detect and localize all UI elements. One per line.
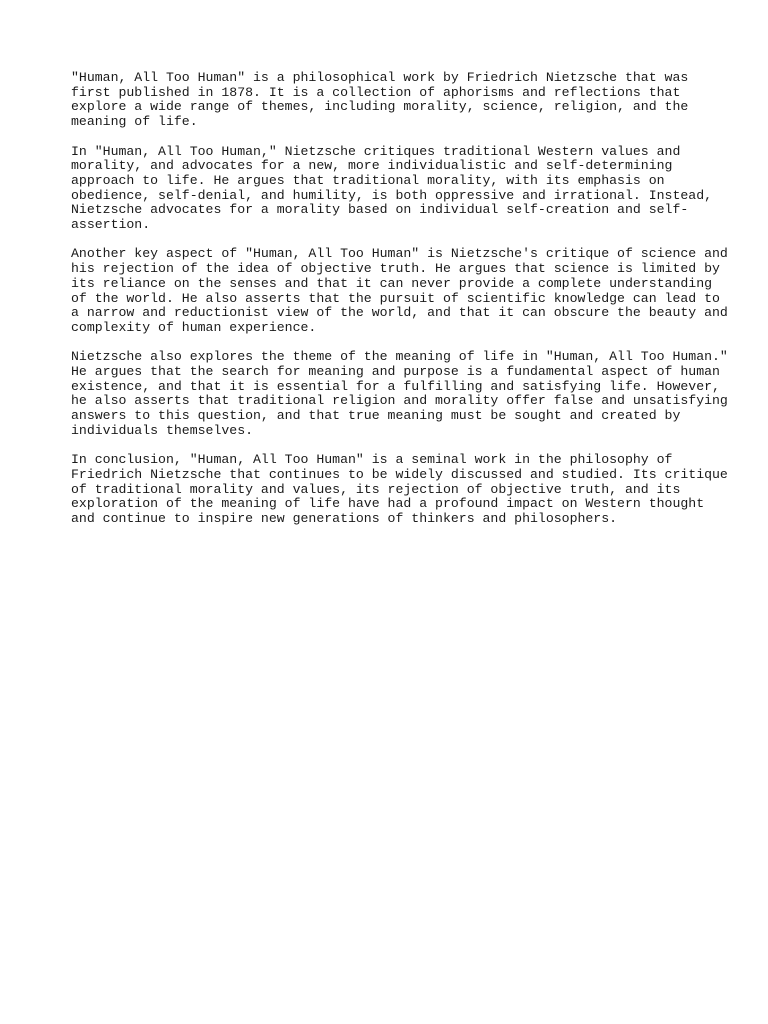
paragraph-line: a narrow and reductionist view of the world, and that it can obscure the beauty and <box>71 305 728 321</box>
paragraph-line: individuals themselves. <box>71 422 254 438</box>
paragraph-line: In conclusion, "Human, All Too Human" is a seminal work in the philosophy of <box>71 452 673 468</box>
paragraph-1 <box>71 71 711 130</box>
paragraph-3 <box>71 246 728 335</box>
paragraph-line: Another key aspect of "Human, All Too Human" is Nietzsche's critique of science and <box>71 246 728 262</box>
paragraph-line: He argues that the search for meaning and purpose is a fundamental aspect of human <box>71 364 720 380</box>
paragraph-line: answers to this question, and that true meaning must be sought and created by <box>71 408 681 424</box>
paragraph-line: he also asserts that traditional religion and morality offer false and unsatisfying <box>71 393 728 409</box>
paragraph-4 <box>71 349 728 438</box>
paragraph-line: Friedrich Nietzsche that continues to be widely discussed and studied. Its critique <box>71 466 728 482</box>
paragraph-line: In "Human, All Too Human," Nietzsche critiques traditional Western values and <box>71 143 681 159</box>
paragraph-line: first published in 1878. It is a collection of aphorisms and reflections that <box>71 84 681 100</box>
paragraph-line: assertion. <box>71 217 151 233</box>
paragraph-line: approach to life. He argues that traditional morality, with its emphasis on <box>71 172 665 188</box>
paragraph-line: meaning of life. <box>71 114 198 130</box>
paragraph-5 <box>71 452 728 527</box>
paragraph-line: "Human, All Too Human" is a philosophical work by Friedrich Nietzsche that was <box>71 70 689 85</box>
paragraph-line: existence, and that it is essential for a fulfilling and satisfying life. However, <box>71 378 720 394</box>
paragraph-line: of traditional morality and values, its rejection of objective truth, and its <box>71 481 681 497</box>
paragraph-line: of the world. He also asserts that the pursuit of scientific knowledge can lead to <box>71 290 720 306</box>
paragraph-2 <box>71 145 711 233</box>
paragraph-line: exploration of the meaning of life have had a profound impact on Western thought <box>71 496 705 512</box>
paragraph-line: obedience, self-denial, and humility, is both oppressive and irrational. Instead, <box>71 187 713 203</box>
paragraph-line: his rejection of the idea of objective truth. He argues that science is limited by <box>71 261 720 277</box>
paragraph-line: its reliance on the senses and that it can never provide a complete understanding <box>71 275 713 291</box>
paragraph-line: explore a wide range of themes, including morality, science, religion, and the <box>71 99 689 115</box>
paragraph-line: morality, and advocates for a new, more individualistic and self-determining <box>71 158 673 174</box>
paragraph-line: and continue to inspire new generations of thinkers and philosophers. <box>71 511 618 527</box>
paragraph-line: Nietzsche advocates for a morality based on individual self-creation and self- <box>71 202 689 218</box>
paragraph-line: complexity of human experience. <box>71 319 317 335</box>
document-body <box>71 70 728 541</box>
paragraph-line: Nietzsche also explores the theme of the meaning of life in "Human, All Too Human." <box>71 349 728 365</box>
